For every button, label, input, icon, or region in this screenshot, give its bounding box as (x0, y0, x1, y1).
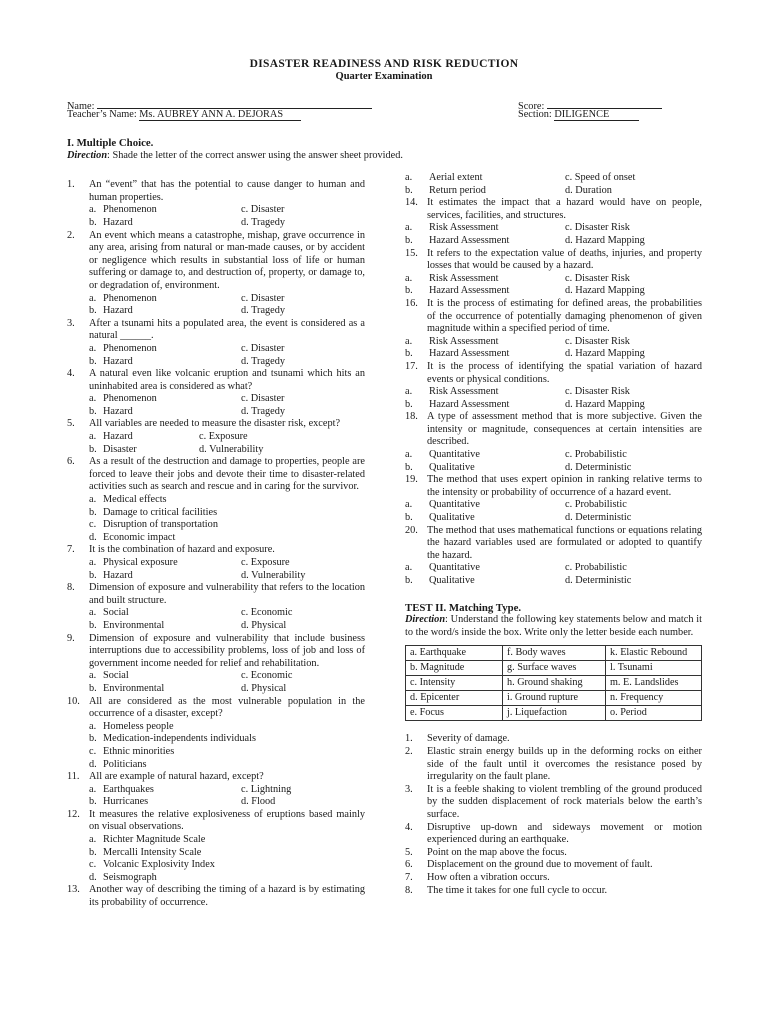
question-text: It is the process of estimating for defined areas, the probabilities of the occurrence of potentially damaging phenomenon of given magnitude within a specified period of time. (427, 297, 702, 335)
options-q15 (405, 273, 702, 298)
option-b: Hazard (103, 405, 133, 417)
options-q9 (67, 670, 365, 695)
question-8 (67, 582, 365, 607)
table-row (406, 676, 702, 691)
question-number: 2. (67, 229, 75, 241)
option-c: c. Disaster Risk (565, 272, 630, 284)
option-letter: b. (405, 285, 413, 297)
table-cell: d. Epicenter (406, 691, 503, 706)
options-q17 (405, 386, 702, 411)
direction-label: Direction (67, 149, 108, 161)
option-b: Qualitative (429, 575, 475, 586)
question-10 (67, 696, 365, 721)
option-c: c. Exposure (199, 431, 248, 443)
option-letter: a. (89, 720, 97, 732)
question-text: A natural even like volcanic eruption and tsunami which hits an uninhabited area is considered as what? (89, 368, 365, 392)
question-number: 20. (405, 524, 418, 536)
option-a: Phenomenon (103, 393, 157, 405)
option-letter: b. (405, 575, 413, 586)
option-letter: b. (405, 398, 413, 410)
question-text: All are considered as the most vulnerable population in the occurrence of a disaster, except? (89, 695, 365, 720)
option-b: Environmental (103, 619, 165, 631)
question-text: An “event” that has the potential to cause danger to human and human properties. (89, 179, 365, 203)
table-cell: b. Magnitude (406, 661, 503, 676)
score-label: Score: (518, 101, 545, 112)
option-letter: b. (89, 216, 97, 228)
question-text: The method that uses mathematical functions or equations relating the hazard variables used are formulated or adopted to quantify the hazard. (427, 524, 702, 561)
option-c: c. Probabilistic (565, 499, 627, 511)
options-q12 (67, 834, 365, 884)
option-b: Hazard Assessment (429, 234, 510, 246)
option-a: Earthquakes (103, 783, 154, 795)
option-d: d. Physical (241, 619, 287, 631)
table-cell: k. Elastic Rebound (606, 646, 702, 661)
option-letter: a. (405, 335, 413, 347)
option-c: Volcanic Explosivity Index (103, 859, 215, 871)
option-d: d. Tragedy (241, 305, 286, 317)
option-b: Environmental (103, 682, 165, 694)
option-letter: a. (89, 393, 97, 405)
question-number: 15. (405, 247, 418, 259)
question-number: 1. (67, 179, 75, 191)
option-c: c. Disaster (241, 292, 285, 304)
option-letter: b. (89, 569, 97, 581)
question-number: 9. (67, 632, 75, 644)
option-b: Qualitative (429, 512, 475, 524)
option-letter: a. (89, 292, 97, 304)
option-a: Quantitative (429, 449, 480, 461)
option-letter: b. (89, 733, 97, 745)
matching-table (405, 645, 702, 721)
option-b: Hazard Assessment (429, 285, 510, 297)
option-b: Disaster (103, 443, 137, 455)
option-letter: b. (405, 512, 413, 524)
question-19 (405, 474, 702, 499)
teacher-value: Ms. AUBREY ANN A. DEJORAS (139, 109, 301, 121)
options-q13 (405, 172, 702, 197)
table-row (406, 706, 702, 721)
question-number: 10. (67, 695, 80, 707)
table-cell: c. Intensity (406, 676, 503, 691)
table-cell: e. Focus (406, 706, 503, 721)
option-a: Medical effects (103, 494, 167, 506)
option-d: d. Deterministic (565, 575, 632, 586)
option-letter: a. (405, 449, 413, 461)
statement-text: Severity of damage. (427, 733, 510, 745)
question-18 (405, 411, 702, 449)
option-d: Seismograph (103, 871, 157, 883)
question-text: It estimates the impact that a hazard would have on people, services, facilities, and structures. (427, 197, 702, 221)
exam-title: DISASTER READINESS AND RISK REDUCTION (249, 58, 519, 70)
option-c: c. Disaster (241, 393, 285, 405)
option-c: c. Disaster Risk (565, 335, 630, 347)
question-4 (67, 368, 365, 393)
option-d: Economic impact (103, 531, 176, 543)
option-a: Quantitative (429, 499, 480, 511)
table-cell: j. Liquefaction (503, 706, 606, 721)
option-a: Risk Assessment (429, 386, 499, 398)
statement-3 (405, 784, 702, 822)
question-text: It is the combination of hazard and exposure. (89, 544, 275, 556)
options-q19 (405, 499, 702, 524)
option-d: Politicians (103, 758, 147, 770)
option-d: d. Hazard Mapping (565, 348, 645, 360)
question-number: 17. (405, 360, 418, 372)
option-b: Qualitative (429, 461, 475, 473)
question-number: 18. (405, 411, 418, 423)
options-q7 (67, 557, 365, 582)
option-d: d. Duration (565, 184, 612, 196)
question-13 (67, 884, 365, 909)
statement-1 (405, 733, 702, 746)
question-number: 12. (67, 808, 80, 820)
option-a: Social (103, 607, 129, 619)
table-cell: o. Period (606, 706, 702, 721)
question-text: Another way of describing the timing of a hazard is by estimating its probability of occurrence. (89, 884, 365, 909)
option-c: c. Exposure (241, 557, 290, 568)
statement-text: Displacement on the ground due to movement of fault. (427, 859, 653, 871)
option-d: d. Tragedy (241, 216, 286, 228)
option-b: Hazard (103, 216, 133, 228)
direction-text: : Understand the following key statements below and match it to the word/s inside the box. Write only the letter beside each number. (405, 614, 702, 638)
options-q10 (67, 721, 365, 771)
option-b: Medication-independents individuals (103, 733, 256, 745)
option-b: Hazard (103, 355, 133, 367)
question-14 (405, 197, 702, 222)
option-letter: a. (89, 607, 97, 619)
option-c: c. Disaster (241, 342, 285, 354)
options-q16 (405, 336, 702, 361)
question-7 (67, 544, 365, 557)
option-c: c. Probabilistic (565, 449, 627, 461)
question-text: It is the process of identifying the spatial variation of hazard events or physical conditions. (427, 360, 702, 385)
score-blank (547, 97, 662, 109)
statement-number: 4. (405, 821, 413, 833)
option-letter: d. (89, 531, 97, 543)
option-letter: c. (89, 859, 97, 871)
question-15 (405, 248, 702, 273)
question-number: 3. (67, 317, 75, 329)
direction-label: Direction (405, 614, 446, 626)
option-letter: b. (89, 682, 97, 694)
options-q3 (67, 343, 365, 368)
option-a: Phenomenon (103, 204, 157, 216)
question-11 (67, 771, 365, 784)
option-letter: a. (89, 834, 97, 846)
table-cell: n. Frequency (606, 691, 702, 706)
question-number: 16. (405, 297, 418, 309)
option-b: Hazard (103, 569, 133, 581)
option-a: Hazard (103, 431, 133, 443)
option-letter: b. (89, 355, 97, 367)
right-column (405, 172, 702, 897)
options-q4 (67, 393, 365, 418)
question-6 (67, 456, 365, 494)
question-text: It refers to the expectation value of deaths, injuries, and property losses that would be caused by a hazard. (427, 247, 702, 272)
question-number: 4. (67, 368, 75, 380)
option-a: Risk Assessment (429, 335, 499, 347)
table-cell: l. Tsunami (606, 661, 702, 676)
options-q18 (405, 449, 702, 474)
option-d: d. Vulnerability (241, 569, 306, 581)
statement-text: Disruptive up-down and sideways movement or motion experienced during an earthquake. (427, 821, 702, 846)
table-cell: h. Ground shaking (503, 676, 606, 691)
option-d: d. Flood (241, 796, 276, 808)
option-letter: a. (405, 386, 413, 398)
question-number: 7. (67, 544, 75, 556)
option-c: c. Speed of onset (565, 172, 636, 183)
option-a: Social (103, 670, 129, 682)
option-d: d. Deterministic (565, 461, 632, 473)
question-text: As a result of the destruction and damage to properties, people are forced to leave their jobs and devote their time to disaster-related activities such as search and rescue and in caring for the survivor. (89, 456, 365, 493)
option-d: d. Tragedy (241, 355, 286, 367)
question-text: The method that uses expert opinion in ranking relative terms to the intensity or probability of occurrence of a hazard event. (427, 474, 702, 498)
option-d: d. Hazard Mapping (565, 398, 645, 410)
option-d: d. Hazard Mapping (565, 234, 645, 246)
options-q14 (405, 222, 702, 247)
option-letter: a. (405, 499, 413, 511)
option-c: c. Disaster Risk (565, 386, 630, 398)
table-row (406, 661, 702, 676)
options-q2 (67, 293, 365, 318)
option-letter: a. (405, 272, 413, 284)
table-cell: i. Ground rupture (503, 691, 606, 706)
question-5 (67, 418, 365, 431)
name-blank (97, 97, 372, 109)
option-letter: a. (89, 494, 97, 506)
options-q8 (67, 607, 365, 632)
option-d: d. Hazard Mapping (565, 285, 645, 297)
option-letter: a. (405, 562, 413, 574)
option-letter: b. (405, 348, 413, 360)
option-letter: d. (89, 871, 97, 883)
option-letter: b. (405, 461, 413, 473)
option-letter: a. (89, 342, 97, 354)
option-letter: a. (405, 172, 413, 183)
option-c: c. Economic (241, 607, 293, 619)
option-letter: b. (405, 234, 413, 246)
question-number: 11. (67, 771, 80, 783)
option-c: c. Economic (241, 670, 293, 682)
statement-text: It is a feeble shaking to violent trembling of the ground produced by the sudden displacement of rock materials below the earth’s surface. (427, 783, 702, 820)
option-letter: a. (405, 222, 413, 234)
statement-text: The time it takes for one full cycle to occur. (427, 884, 608, 896)
question-text: After a tsunami hits a populated area, the event is considered as a natural ______. (89, 317, 365, 342)
option-letter: b. (89, 405, 97, 417)
option-c: c. Probabilistic (565, 562, 627, 574)
option-a: Phenomenon (103, 292, 157, 304)
question-20 (405, 525, 702, 563)
option-letter: b. (89, 506, 97, 518)
option-a: Quantitative (429, 562, 480, 574)
table-cell: a. Earthquake (406, 646, 503, 661)
question-number: 13. (67, 884, 80, 896)
statement-6 (405, 859, 702, 872)
part2-title: TEST II. Matching Type. (405, 601, 522, 614)
question-number: 14. (405, 197, 418, 209)
question-text: All variables are needed to measure the disaster risk, except? (89, 418, 341, 430)
section-field (518, 109, 639, 122)
question-text: All are example of natural hazard, except? (89, 771, 264, 783)
statement-number: 8. (405, 884, 413, 896)
option-d: d. Vulnerability (199, 443, 264, 455)
question-3 (67, 318, 365, 343)
question-text: Dimension of exposure and vulnerability that refers to the location and built structure. (89, 582, 365, 606)
table-row (406, 691, 702, 706)
option-d: d. Tragedy (241, 405, 286, 417)
option-letter: c. (89, 745, 97, 757)
statement-number: 2. (405, 745, 413, 757)
section-value: DILIGENCE (554, 109, 639, 121)
options-q20 (405, 562, 702, 587)
option-letter: a. (89, 670, 97, 682)
option-a: Richter Magnitude Scale (103, 834, 206, 846)
option-a: Physical exposure (103, 557, 178, 568)
part2-direction (405, 614, 702, 639)
statement-2 (405, 746, 702, 784)
part1-title: I. Multiple Choice. (67, 137, 154, 149)
table-cell: m. E. Landslides (606, 676, 702, 691)
question-12 (67, 809, 365, 834)
option-letter: a. (89, 557, 97, 568)
option-c: Ethnic minorities (103, 745, 175, 757)
question-9 (67, 633, 365, 671)
option-b: Return period (429, 184, 486, 196)
direction-text: : Shade the letter of the correct answer using the answer sheet provided. (107, 149, 403, 161)
question-number: 5. (67, 418, 75, 430)
option-letter: a. (89, 204, 97, 216)
statement-8 (405, 885, 702, 898)
question-number: 8. (67, 582, 75, 594)
statement-7 (405, 872, 702, 885)
question-1 (67, 179, 365, 204)
option-c: Disruption of transportation (103, 519, 218, 531)
option-letter: a. (89, 783, 97, 795)
statement-number: 1. (405, 733, 413, 745)
options-q1 (67, 204, 365, 229)
option-letter: b. (89, 305, 97, 317)
table-cell: g. Surface waves (503, 661, 606, 676)
option-letter: b. (89, 846, 97, 858)
option-a: Aerial extent (429, 172, 483, 183)
question-2 (67, 230, 365, 293)
statement-text: Point on the map above the focus. (427, 846, 567, 858)
option-letter: c. (89, 519, 97, 531)
option-a: Homeless people (103, 720, 174, 732)
question-text: Dimension of exposure and vulnerability that include business interruptions due to accessibility problems, loss of job and loss of government income needed for relief and rehabilitation. (89, 632, 365, 669)
option-letter: a. (89, 431, 97, 443)
teacher-label: Teacher’s Name: (67, 109, 137, 120)
options-q11 (67, 784, 365, 809)
option-c: c. Disaster (241, 204, 285, 216)
statement-4 (405, 822, 702, 847)
table-cell: f. Body waves (503, 646, 606, 661)
options-q5 (67, 431, 365, 456)
option-d: d. Deterministic (565, 512, 632, 524)
table-row (406, 646, 702, 661)
question-text: An event which means a catastrophe, mishap, grave occurrence in any area, arising from natural or man-made causes, or by accident or negligence which results in substantial loss of life or human suffering or damage to, and destruction of, property, or damage to, or degradation of, environment. (89, 229, 365, 291)
option-letter: d. (89, 758, 97, 770)
name-label: Name: (67, 101, 95, 112)
option-a: Risk Assessment (429, 222, 499, 234)
statement-number: 7. (405, 871, 413, 883)
question-16 (405, 298, 702, 336)
options-q6 (67, 494, 365, 544)
option-b: Hurricanes (103, 796, 149, 808)
statement-text: Elastic strain energy builds up in the deforming rocks on either side of the fault until it overcomes the resistance posed by irregularity on the fault plane. (427, 745, 702, 783)
option-b: Hazard (103, 305, 133, 317)
option-a: Risk Assessment (429, 272, 499, 284)
question-number: 19. (405, 474, 418, 486)
question-17 (405, 361, 702, 386)
section-label: Section: (518, 109, 552, 120)
option-c: c. Lightning (241, 783, 292, 795)
option-letter: b. (405, 184, 413, 196)
part1-direction (67, 150, 487, 163)
option-c: c. Disaster Risk (565, 222, 630, 234)
option-b: Damage to critical facilities (103, 506, 218, 518)
option-b: Mercalli Intensity Scale (103, 846, 202, 858)
option-letter: b. (89, 443, 97, 455)
option-b: Hazard Assessment (429, 348, 510, 360)
option-letter: b. (89, 619, 97, 631)
statement-text: How often a vibration occurs. (427, 871, 550, 883)
statement-number: 3. (405, 783, 413, 795)
statement-number: 5. (405, 846, 413, 858)
option-d: d. Physical (241, 682, 287, 694)
option-b: Hazard Assessment (429, 398, 510, 410)
question-text: A type of assessment method that is more subjective. Given the intensity or magnitude, consequences at certain intensities are described. (427, 411, 702, 448)
option-letter: b. (89, 796, 97, 808)
statement-5 (405, 847, 702, 860)
left-column (67, 137, 403, 910)
question-text: It measures the relative explosiveness of eruptions based mainly on visual observations. (89, 808, 365, 833)
question-number: 6. (67, 456, 75, 468)
statement-number: 6. (405, 859, 413, 871)
exam-subtitle: Quarter Examination (335, 71, 433, 82)
teacher-field (67, 109, 301, 122)
option-a: Phenomenon (103, 342, 157, 354)
